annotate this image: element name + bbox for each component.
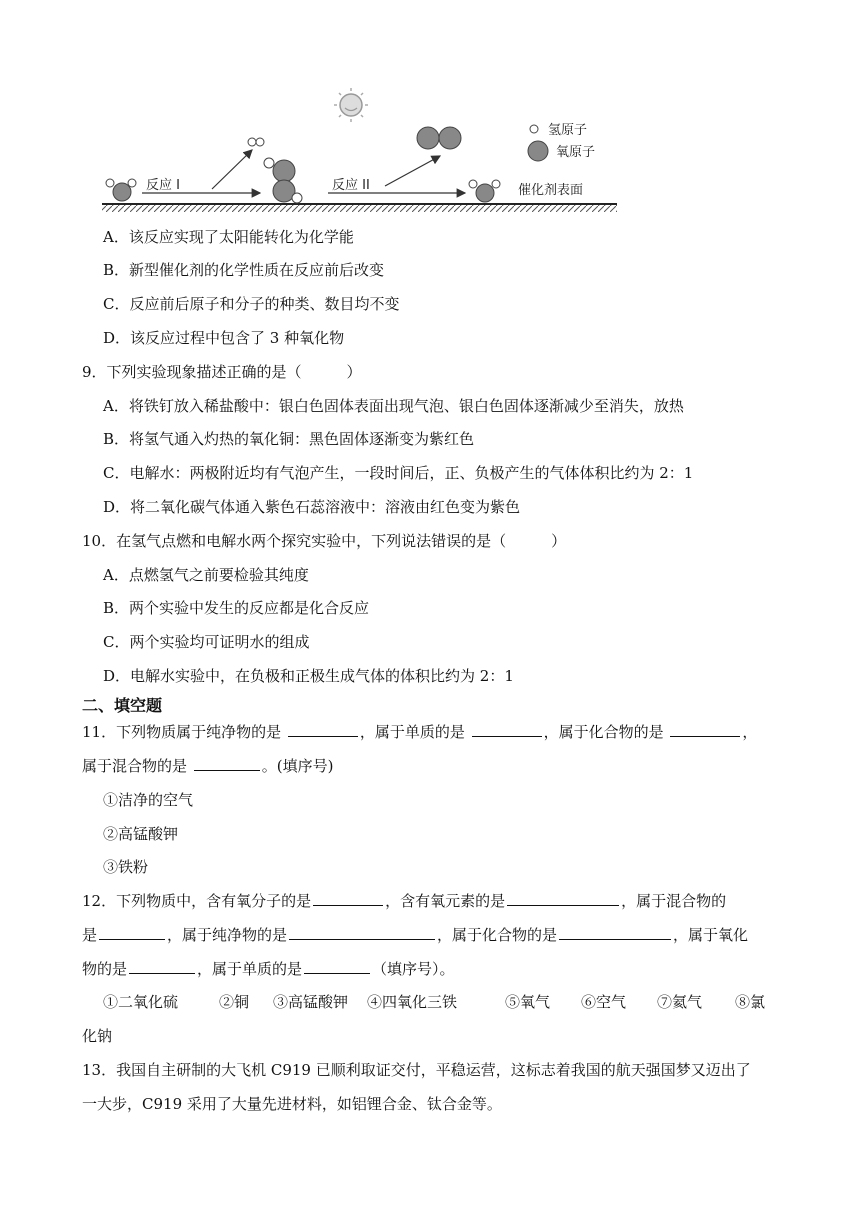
- q8-option-a: A．该反应实现了太阳能转化为化学能: [103, 228, 354, 246]
- q12-wrap: 化钠: [82, 1027, 113, 1045]
- q11-line-1: [82, 721, 757, 742]
- q12-item-1: ①二氧化硫: [103, 993, 179, 1011]
- q8-option-b: B．新型催化剂的化学性质在反应前后改变: [103, 261, 385, 279]
- answer-blank[interactable]: [304, 959, 370, 974]
- water-molecule-product-icon: [469, 180, 500, 202]
- hydrogen-atom-legend-icon: [530, 125, 538, 133]
- q8-option-d: D．该反应过程中包含了 3 种氧化物: [103, 329, 345, 347]
- q12-text: ，属于单质的是: [197, 960, 303, 978]
- q12-text: ，属于纯净物的是: [167, 926, 288, 944]
- answer-blank[interactable]: [99, 925, 165, 940]
- oxygen-release-arrow: [385, 156, 440, 186]
- q12-text: ，含有氧元素的是: [385, 892, 506, 910]
- q12-item-8: ⑧氯: [735, 993, 766, 1011]
- catalyst-surface-hatch: [102, 204, 617, 212]
- section-title-fill-in: 二、填空题: [82, 696, 163, 715]
- q12-item-5: ⑤氧气: [505, 993, 551, 1011]
- water-molecule-icon: [106, 179, 136, 201]
- q12-item-7: ⑦氦气: [657, 993, 703, 1011]
- q13-line-1: 13．我国自主研制的大飞机 C919 已顺利取证交付，平稳运营，这标志着我国的航天强国梦又迈出了: [82, 1061, 751, 1079]
- answer-blank[interactable]: [670, 722, 740, 737]
- oxygen-molecule-icon: [417, 127, 461, 149]
- reaction2-label: 反应 II: [332, 178, 370, 193]
- catalyst-reaction-diagram: [100, 86, 630, 218]
- q8-option-c: C．反应前后原子和分子的种类、数目均不变: [103, 295, 400, 313]
- q10-option-d: D．电解水实验中，在负极和正极生成气体的体积比约为 2：1: [103, 667, 514, 685]
- surface-label: 催化剂表面: [518, 183, 584, 198]
- q10-option-a: A．点燃氢气之前要检验其纯度: [103, 566, 309, 584]
- q13-line-2: 一大步，C919 采用了大量先进材料，如铝锂合金、钛合金等。: [82, 1095, 502, 1113]
- q10-option-b: B．两个实验中发生的反应都是化合反应: [103, 599, 370, 617]
- q9-option-b: B．将氢气通入灼热的氧化铜：黑色固体逐渐变为紫红色: [103, 430, 475, 448]
- q10-option-c: C．两个实验均可证明水的组成: [103, 633, 310, 651]
- oxygen-atom-legend-icon: [528, 141, 548, 161]
- q12-item-2: ②铜: [219, 993, 250, 1011]
- q12-item-3: ③高锰酸钾: [273, 993, 349, 1011]
- q12-text: ，属于氧化: [673, 926, 749, 944]
- q9-stem: 9．下列实验现象描述正确的是（ ）: [82, 363, 362, 381]
- q11-text: 属于混合物的是: [82, 757, 192, 775]
- reaction1-label: 反应 I: [146, 178, 180, 193]
- q10-stem: 10．在氢气点燃和电解水两个探究实验中，下列说法错误的是（ ）: [82, 532, 567, 550]
- hydrogen-peroxide-molecule-icon: [264, 158, 302, 203]
- hydrogen-molecule-icon: [248, 138, 264, 146]
- q9-option-d: D．将二氧化碳气体通入紫色石蕊溶液中：溶液由红色变为紫色: [103, 498, 521, 516]
- legend-hydrogen-label: 氢原子: [548, 123, 588, 138]
- answer-blank[interactable]: [194, 756, 260, 771]
- answer-blank[interactable]: [289, 925, 435, 940]
- q11-text: ，属于单质的是: [359, 723, 470, 741]
- q9-option-c: C．电解水：两极附近均有气泡产生，一段时间后，正、负极产生的气体体积比约为 2：1: [103, 464, 694, 482]
- q12-item-6: ⑥空气: [581, 993, 627, 1011]
- answer-blank[interactable]: [129, 959, 195, 974]
- answer-blank[interactable]: [559, 925, 671, 940]
- q11-item-3: ③铁粉: [103, 858, 149, 876]
- legend: [528, 123, 595, 161]
- q11-text: 。(填序号): [261, 757, 334, 775]
- q12-line-1: [82, 890, 726, 911]
- q12-line-2: [82, 924, 748, 945]
- q11-text: ，属于化合物的是: [543, 723, 669, 741]
- q12-text: ，属于混合物的: [621, 892, 727, 910]
- answer-blank[interactable]: [288, 722, 358, 737]
- answer-blank[interactable]: [507, 891, 619, 906]
- q12-text: 12．下列物质中，含有氧分子的是: [82, 892, 312, 910]
- q12-item-4: ④四氧化三铁: [367, 993, 458, 1011]
- q12-text: （填序号）。: [372, 960, 455, 978]
- q9-option-a: A．将铁钉放入稀盐酸中：银白色固体表面出现气泡、银白色固体逐渐减少至消失，放热: [103, 397, 684, 415]
- q11-item-2: ②高锰酸钾: [103, 825, 179, 843]
- q12-text: 物的是: [82, 960, 128, 978]
- q12-text: 是: [82, 926, 98, 944]
- q12-line-3: [82, 958, 455, 979]
- hydrogen-release-arrow: [212, 150, 252, 189]
- q11-text: 11．下列物质属于纯净物的是: [82, 723, 286, 741]
- q12-text: ，属于化合物的是: [437, 926, 558, 944]
- answer-blank[interactable]: [472, 722, 542, 737]
- q11-text: ，: [742, 723, 758, 741]
- sun-icon: [334, 88, 368, 122]
- q11-item-1: ①洁净的空气: [103, 791, 194, 809]
- legend-oxygen-label: 氧原子: [556, 145, 596, 160]
- q11-line-2: [82, 755, 334, 776]
- answer-blank[interactable]: [313, 891, 383, 906]
